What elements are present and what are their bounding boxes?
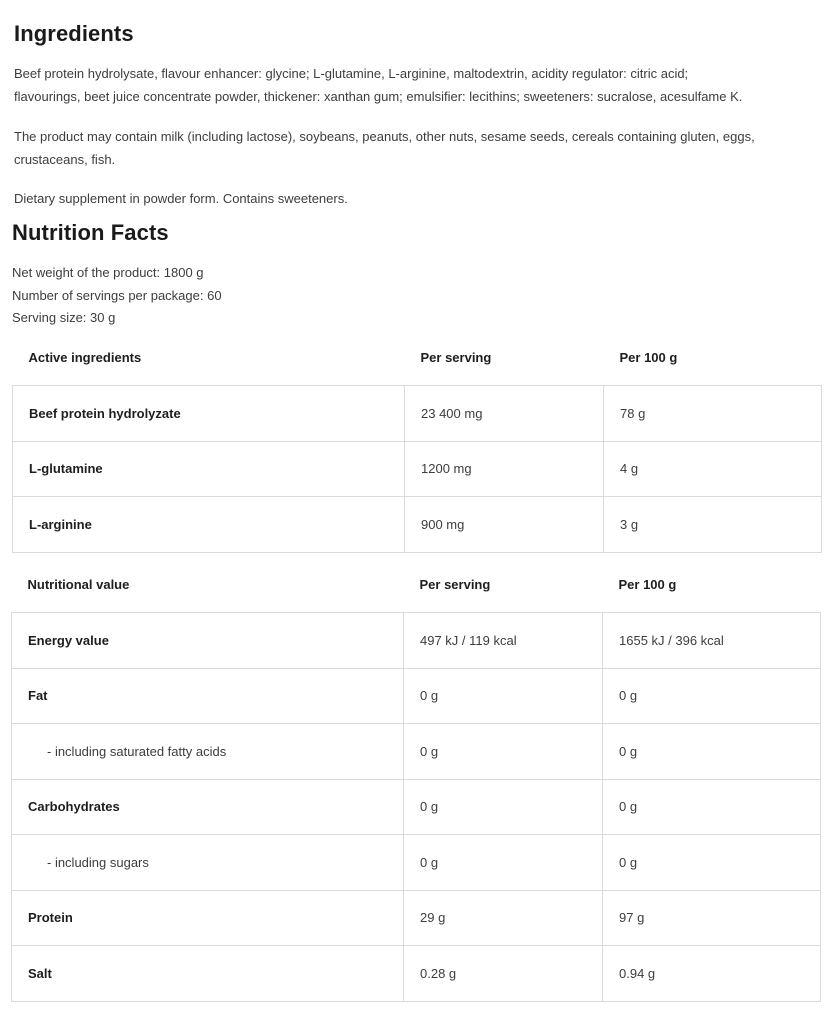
nutrient-subitem-name: - including saturated fatty acids: [12, 724, 404, 780]
allergen-warning: [14, 126, 829, 171]
ingredients-line-1: Beef protein hydrolysate, flavour enhancer: glycine; L-glutamine, L-arginine, maltodextrin, acidity regulator: citric acid;: [14, 66, 689, 81]
per-serving-value: 0 g: [404, 779, 603, 835]
table-header-row: [13, 329, 822, 386]
per-serving-value: 0 g: [404, 835, 603, 891]
servings-per-package: Number of servings per package: 60: [12, 287, 222, 303]
nutritional-value-table: [11, 556, 821, 1002]
per-serving-value: 29 g: [404, 890, 603, 946]
ingredient-name: L-glutamine: [13, 441, 405, 497]
per-serving-value: 497 kJ / 119 kcal: [404, 613, 603, 669]
table-row: [12, 668, 821, 724]
per-serving-value: 1200 mg: [405, 441, 604, 497]
supplement-note: Dietary supplement in powder form. Contains sweeteners.: [14, 191, 348, 206]
nutrient-name: Fat: [12, 668, 404, 724]
nutrient-subitem-name: - including sugars: [12, 835, 404, 891]
per-100g-value: 78 g: [604, 386, 822, 442]
per-100g-value: 4 g: [604, 441, 822, 497]
per-100g-value: 3 g: [604, 497, 822, 553]
column-header: Per serving: [419, 576, 491, 592]
column-header: Active ingredients: [28, 349, 142, 365]
column-header: Per serving: [420, 349, 492, 365]
ingredient-name: L-arginine: [13, 497, 405, 553]
table-row: [13, 497, 822, 553]
table-row: [12, 724, 821, 780]
per-serving-value: 0.28 g: [404, 946, 603, 1002]
per-100g-value: 97 g: [603, 890, 821, 946]
per-100g-value: 0 g: [603, 835, 821, 891]
allergen-line-1: The product may contain milk (including lactose), soybeans, peanuts, other nuts, sesame seeds, cereals containing gluten, eggs,: [14, 129, 755, 144]
per-100g-value: 1655 kJ / 396 kcal: [603, 613, 821, 669]
table-row: [13, 386, 822, 442]
table-row: [13, 441, 822, 497]
per-100g-value: 0 g: [603, 724, 821, 780]
table-row: [12, 890, 821, 946]
ingredients-line-2: flavourings, beet juice concentrate powder, thickener: xanthan gum; emulsifier: lecithins; sweeteners: sucralose, acesulfame K.: [14, 88, 743, 104]
ingredients-list: [14, 63, 824, 108]
per-serving-value: 900 mg: [405, 497, 604, 553]
net-weight: Net weight of the product: 1800 g: [12, 265, 204, 280]
allergen-line-2: crustaceans, fish.: [14, 151, 116, 167]
nutrient-name: Energy value: [12, 613, 404, 669]
nutrient-name: Carbohydrates: [12, 779, 404, 835]
per-serving-value: 0 g: [404, 668, 603, 724]
ingredients-heading: Ingredients: [14, 21, 134, 46]
per-serving-value: 0 g: [404, 724, 603, 780]
table-row: [12, 613, 821, 669]
table-row: [12, 835, 821, 891]
nutrition-facts-heading: Nutrition Facts: [12, 220, 169, 245]
table-header-row: [12, 556, 821, 613]
column-header: Nutritional value: [27, 576, 130, 592]
column-header: Per 100 g: [618, 576, 677, 592]
per-100g-value: 0 g: [603, 668, 821, 724]
serving-size: Serving size: 30 g: [12, 310, 116, 325]
ingredient-name: Beef protein hydrolyzate: [13, 386, 405, 442]
table-row: [12, 946, 821, 1002]
column-header: Per 100 g: [619, 349, 678, 365]
nutrient-name: Salt: [12, 946, 404, 1002]
per-100g-value: 0 g: [603, 779, 821, 835]
nutrient-name: Protein: [12, 890, 404, 946]
per-100g-value: 0.94 g: [603, 946, 821, 1002]
per-serving-value: 23 400 mg: [405, 386, 604, 442]
active-ingredients-table: [12, 329, 822, 553]
table-row: [12, 779, 821, 835]
